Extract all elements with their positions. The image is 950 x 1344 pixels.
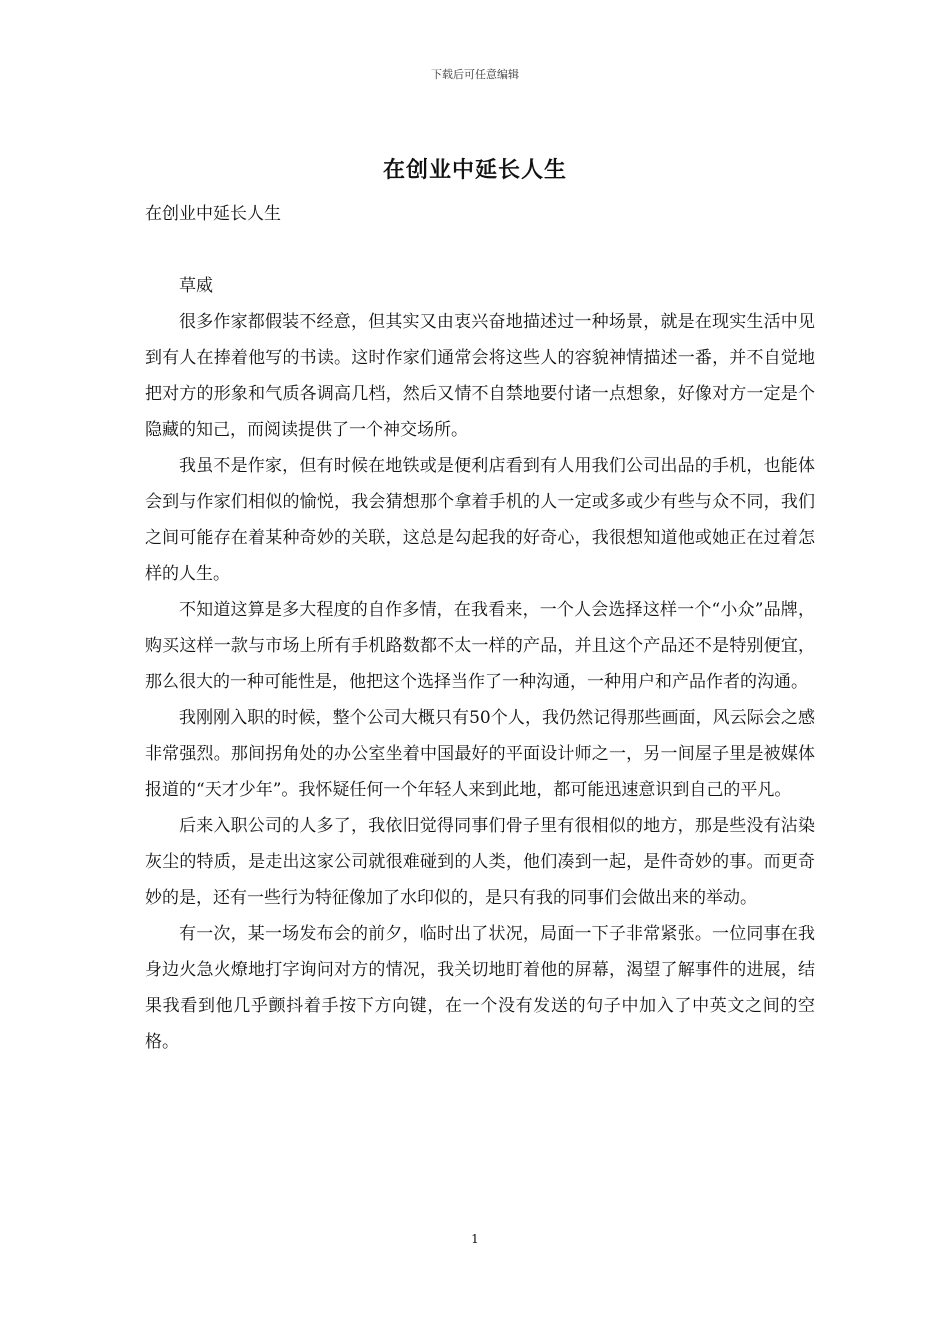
paragraph-5: 后来入职公司的人多了，我依旧觉得同事们骨子里有很相似的地方，那是些没有沾染灰尘的特质，是走出这家公司就很难碰到的人类，他们凑到一起，是件奇妙的事。而更奇妙的是，还有一些行为特征像加了水印似的，是只有我的同事们会做出来的举动。 <box>145 816 815 908</box>
paragraph-4: 我刚刚入职的时候，整个公司大概只有50个人，我仍然记得那些画面，风云际会之感非常强烈。那间拐角处的办公室坐着中国最好的平面设计师之一，另一间屋子里是被媒体报道的“天才少年”。我怀疑任何一个年轻人来到此地，都可能迅速意识到自己的平凡。 <box>145 708 815 800</box>
paragraph-2: 我虽不是作家，但有时候在地铁或是便利店看到有人用我们公司出品的手机，也能体会到与作家们相似的愉悦，我会猜想那个拿着手机的人一定或多或少有些与众不同，我们之间可能存在着某种奇妙的关联，这总是勾起我的好奇心，我很想知道他或她正在过着怎样的人生。 <box>145 456 815 584</box>
paragraph-3: 不知道这算是多大程度的自作多情，在我看来，一个人会选择这样一个“小众”品牌，购买这样一款与市场上所有手机路数都不太一样的产品，并且这个产品还不是特别便宜，那么很大的一种可能性是，他把这个选择当作了一种沟通，一种用户和产品作者的沟通。 <box>145 600 815 692</box>
document-title: 在创业中延长人生 <box>382 157 567 183</box>
author-name: 草威 <box>179 276 213 296</box>
document-body <box>145 196 815 1060</box>
page-number: 1 <box>471 1232 479 1246</box>
paragraph-1: 很多作家都假装不经意，但其实又由衷兴奋地描述过一种场景，就是在现实生活中见到有人在捧着他写的书读。这时作家们通常会将这些人的容貌神情描述一番，并不自觉地把对方的形象和气质各调高几档，然后又情不自禁地要付诸一点想象，好像对方一定是个隐藏的知己，而阅读提供了一个神交场所。 <box>145 312 815 440</box>
article-subtitle: 在创业中延长人生 <box>145 204 281 224</box>
header-note: 下载后可任意编辑 <box>431 68 519 81</box>
paragraph-6: 有一次，某一场发布会的前夕，临时出了状况，局面一下子非常紧张。一位同事在我身边火急火燎地打字询问对方的情况，我关切地盯着他的屏幕，渴望了解事件的进展，结果我看到他几乎颤抖着手按下方向键，在一个没有发送的句子中加入了中英文之间的空格。 <box>145 924 815 1052</box>
blank-line <box>145 232 815 268</box>
